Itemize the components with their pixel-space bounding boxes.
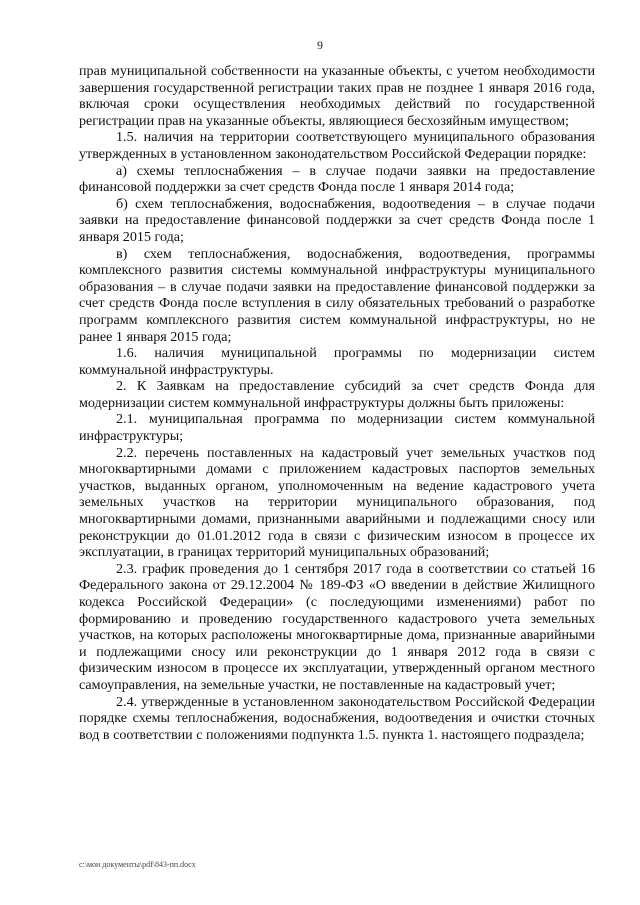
page-number: 9 [317,38,323,52]
paragraph-2-3: 2.3. график проведения до 1 сентября 2017 года в соответствии со статьей 16 Федерального закона от 29.12.2004 № 189-ФЗ «О введении в действие Жилищного кодекса Российской Федерации» (с последующими изменениями) работ по формированию и проведению государственного кадастрового учета земельных участков, на которых расположены многоквартирные дома, признанные аварийными и подлежащими сносу или реконструкции до 1 января 2012 года в связи с физическим износом в процессе их эксплуатации, утвержденный органом местного самоуправления, на земельные участки, не поставленные на кадастровый учет; [79,560,595,693]
paragraph-1-5: 1.5. наличия на территории соответствующего муниципального образования утвержденных в установленном законодательством Российской Федерации порядке: [79,129,595,162]
footer-file-path: c:\мои документы\pdf\843-пп.docx [79,860,196,869]
paragraph-1-5-a: а) схемы теплоснабжения – в случае подачи заявки на предоставление финансовой поддержки за счет средств Фонда после 1 января 2014 года; [79,162,595,196]
paragraph-1-6: 1.6. наличия муниципальной программы по модернизации систем коммунальной инфраструктуры. [79,345,595,378]
paragraph-1-5-b: б) схем теплоснабжения, водоснабжения, водоотведения – в случае подачи заявки на предоставление финансовой поддержки за счет средств Фонда после 1 января 2015 года; [79,195,595,245]
paragraph-2-1: 2.1. муниципальная программа по модернизации систем коммунальной инфраструктуры; [79,411,595,445]
paragraph-2-4: 2.4. утвержденные в установленном законодательством Российской Федерации порядке схемы теплоснабжения, водоснабжения, водоотведения и очистки сточных вод в соответствии с положениями подпункта 1.5. пункта 1. настоящего подраздела; [79,693,595,743]
paragraph-1-5-v: в) схем теплоснабжения, водоснабжения, водоотведения, программы комплексного развития системы коммунальной инфраструктуры муниципального образования – в случае подачи заявки на предоставление финансовой поддержки за счет средств Фонда после вступления в силу обязательных требований о разработке программ комплексного развития систем коммунальной инфраструктуры, но не ранее 1 января 2015 года; [79,245,595,345]
paragraph-2-2: 2.2. перечень поставленных на кадастровый учет земельных участков под многоквартирными домами с приложением кадастровых паспортов земельных участков, выданных органом, уполномоченным на ведение кадастрового учета земельных участков на территории муниципального образования, под многоквартирными домами, признанными аварийными и подлежащими сносу или реконструкции до 01.01.2012 года в связи с физическим износом в процессе их эксплуатации, в границах территорий муниципальных образований; [79,444,595,561]
document-body [79,63,595,743]
paragraph-2: 2. К Заявкам на предоставление субсидий за счет средств Фонда для модернизации систем коммунальной инфраструктуры должны быть приложены: [79,378,595,411]
paragraph-rights: прав муниципальной собственности на указанные объекты, с учетом необходимости завершения государственной регистрации таких прав не позднее 1 января 2016 года, включая сроки осуществления необходимых действий по государственной регистрации прав на указанные объекты, являющиеся бесхозяйным имуществом; [79,63,595,129]
